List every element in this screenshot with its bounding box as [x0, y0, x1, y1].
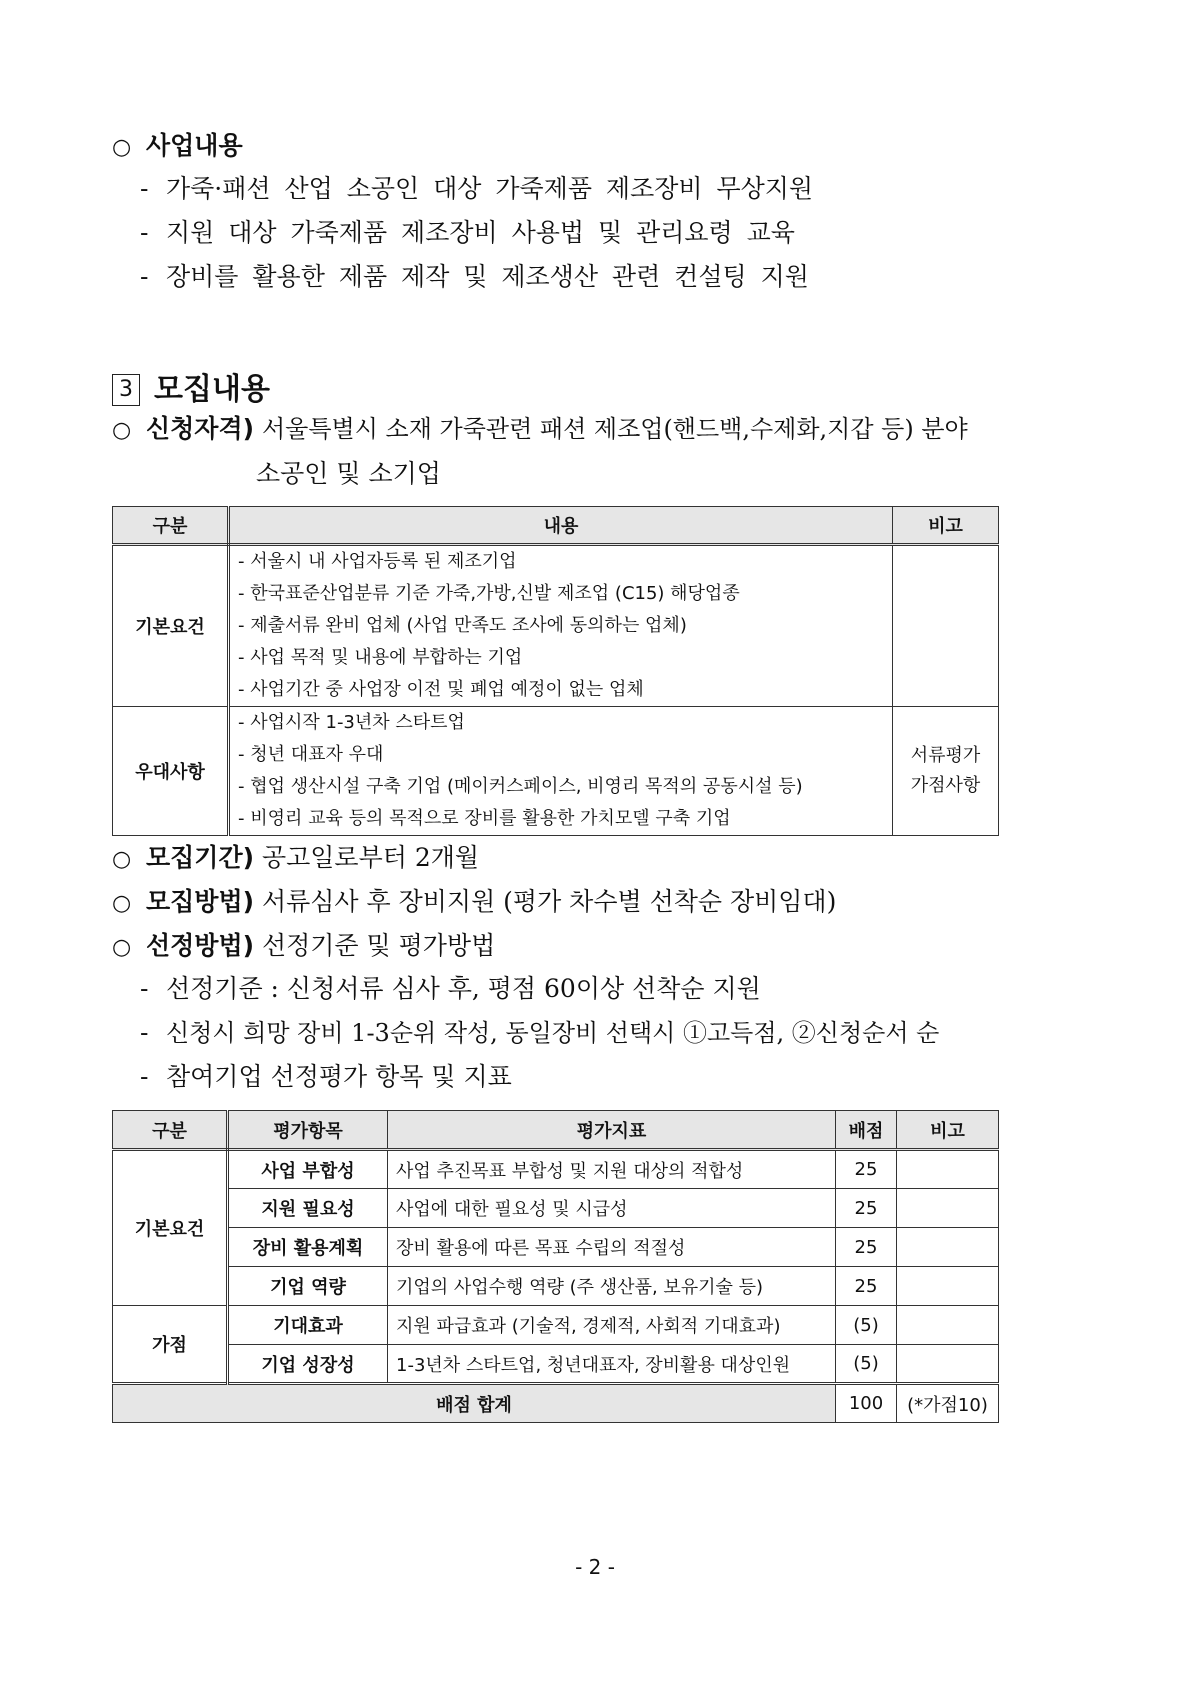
selection-label: 선정방법) — [146, 931, 255, 960]
business-item — [140, 217, 795, 249]
eval-item: 기대효과 — [228, 1306, 388, 1345]
recruit-method-label: 모집방법) — [146, 887, 255, 916]
total-label: 배점 합계 — [113, 1384, 836, 1423]
eval-item: 기업 역량 — [228, 1267, 388, 1306]
business-item-text: 장비를 활용한 제품 제작 및 제조생산 관련 컨설팅 지원 — [166, 262, 809, 291]
header-indicator: 평가지표 — [388, 1111, 836, 1150]
list-item: - 사업 목적 및 내용에 부합하는 기업 — [238, 647, 523, 668]
eval-score: (5) — [836, 1306, 897, 1345]
list-item: - 제출서류 완비 업체 (사업 만족도 조사에 동의하는 업체) — [238, 615, 687, 636]
note-line: 가점사항 — [910, 775, 981, 796]
table-row — [113, 1267, 999, 1306]
bullet-icon: ○ — [112, 891, 132, 916]
selection-line — [112, 930, 495, 964]
eval-note — [897, 1150, 999, 1189]
total-note: (*가점10) — [897, 1384, 999, 1423]
row-content — [229, 707, 893, 836]
eval-item: 지원 필요성 — [228, 1189, 388, 1228]
recruit-period-text: 공고일로부터 2개월 — [261, 843, 480, 872]
dash-icon: - — [140, 974, 149, 1003]
table-row — [113, 1306, 999, 1345]
eval-indicator: 지원 파급효과 (기술적, 경제적, 사회적 기대효과) — [388, 1306, 836, 1345]
row-content — [229, 545, 893, 707]
bullet-icon: ○ — [112, 135, 132, 160]
selection-item — [140, 1061, 512, 1093]
eval-note — [897, 1228, 999, 1267]
header-item: 평가항목 — [228, 1111, 388, 1150]
eval-indicator: 사업 추진목표 부합성 및 지원 대상의 적합성 — [388, 1150, 836, 1189]
header-category: 구분 — [113, 507, 229, 545]
eval-score: 25 — [836, 1267, 897, 1306]
section-title: 모집내용 — [154, 372, 270, 407]
list-item: - 사업기간 중 사업장 이전 및 폐업 예정이 없는 업체 — [238, 679, 644, 700]
business-item-text: 지원 대상 가죽제품 제조장비 사용법 및 관리요령 교육 — [166, 218, 795, 247]
list-item: - 사업시작 1-3년차 스타트업 — [238, 712, 465, 733]
table-row — [113, 1150, 999, 1189]
eligibility-text-2: 소공인 및 소기업 — [256, 459, 441, 488]
table-row — [113, 1345, 999, 1384]
selection-item-text: 참여기업 선정평가 항목 및 지표 — [166, 1062, 512, 1091]
bullet-icon: ○ — [112, 847, 132, 872]
business-item — [140, 261, 809, 293]
row-note — [893, 707, 999, 836]
table-row — [113, 1228, 999, 1267]
business-label: 사업내용 — [146, 131, 243, 160]
eval-item: 사업 부합성 — [228, 1150, 388, 1189]
eval-note — [897, 1306, 999, 1345]
header-category: 구분 — [113, 1111, 228, 1150]
eligibility-line-2 — [256, 458, 441, 490]
note-line: 서류평가 — [910, 745, 981, 766]
dash-icon: - — [140, 1018, 149, 1047]
dash-icon: - — [140, 218, 149, 247]
table-row — [113, 707, 999, 836]
page-number: - 2 - — [575, 1555, 615, 1579]
selection-item-text: 선정기준 : 신청서류 심사 후, 평점 60이상 선착순 지원 — [166, 974, 761, 1003]
eval-score: 25 — [836, 1228, 897, 1267]
selection-text: 선정기준 및 평가방법 — [261, 931, 496, 960]
group-category: 가점 — [113, 1306, 228, 1384]
selection-item — [140, 1017, 939, 1049]
bullet-icon: ○ — [112, 418, 132, 443]
evaluation-table — [112, 1110, 999, 1423]
selection-item-text: 신청시 희망 장비 1-3순위 작성, 동일장비 선택시 ①고득점, ②신청순서 순 — [166, 1019, 940, 1047]
eval-indicator: 1-3년차 스타트업, 청년대표자, 장비활용 대상인원 — [388, 1345, 836, 1384]
eval-indicator: 장비 활용에 따른 목표 수립의 적절성 — [388, 1228, 836, 1267]
list-item: - 청년 대표자 우대 — [238, 744, 384, 765]
header-note: 비고 — [893, 507, 999, 545]
eval-indicator: 기업의 사업수행 역량 (주 생산품, 보유기술 등) — [388, 1267, 836, 1306]
table-header-row — [113, 1111, 999, 1150]
eval-score: 25 — [836, 1189, 897, 1228]
header-score: 배점 — [836, 1111, 897, 1150]
eval-note — [897, 1345, 999, 1384]
business-item — [140, 173, 813, 205]
list-item: - 한국표준산업분류 기준 가죽,가방,신발 제조업 (C15) 해당업종 — [238, 583, 740, 604]
table-row — [113, 1189, 999, 1228]
table-row — [113, 545, 999, 707]
eval-score: (5) — [836, 1345, 897, 1384]
eval-indicator: 사업에 대한 필요성 및 시급성 — [388, 1189, 836, 1228]
selection-item — [140, 973, 761, 1005]
eval-score: 25 — [836, 1150, 897, 1189]
section-heading — [112, 370, 270, 410]
header-note: 비고 — [897, 1111, 999, 1150]
dash-icon: - — [140, 262, 149, 291]
total-score: 100 — [836, 1384, 897, 1423]
recruit-method-line — [112, 886, 836, 920]
header-content: 내용 — [229, 507, 893, 545]
eligibility-line — [112, 413, 968, 447]
recruit-method-text: 서류심사 후 장비지원 (평가 차수별 선착순 장비임대) — [261, 887, 837, 916]
section-number-box: 3 — [112, 374, 140, 406]
recruit-period-label: 모집기간) — [146, 843, 255, 872]
eligibility-text: 서울특별시 소재 가죽관련 패션 제조업(핸드백,수제화,지갑 등) 분야 — [261, 415, 968, 443]
requirements-table — [112, 506, 999, 836]
business-heading — [112, 130, 243, 164]
eval-item: 기업 성장성 — [228, 1345, 388, 1384]
row-category: 우대사항 — [113, 707, 229, 836]
total-row — [113, 1384, 999, 1423]
row-note — [893, 545, 999, 707]
eval-item: 장비 활용계획 — [228, 1228, 388, 1267]
row-category: 기본요건 — [113, 545, 229, 707]
dash-icon: - — [140, 1062, 149, 1091]
group-category: 기본요건 — [113, 1150, 228, 1306]
recruit-period-line — [112, 842, 479, 876]
eval-note — [897, 1267, 999, 1306]
eligibility-label: 신청자격) — [146, 414, 255, 443]
bullet-icon: ○ — [112, 935, 132, 960]
list-item: - 서울시 내 사업자등록 된 제조기업 — [238, 551, 517, 572]
table-header-row — [113, 507, 999, 545]
business-item-text: 가죽·패션 산업 소공인 대상 가죽제품 제조장비 무상지원 — [166, 174, 814, 203]
list-item: - 비영리 교육 등의 목적으로 장비를 활용한 가치모델 구축 기업 — [238, 808, 731, 829]
eval-note — [897, 1189, 999, 1228]
list-item: - 협업 생산시설 구축 기업 (메이커스페이스, 비영리 목적의 공동시설 등) — [238, 776, 803, 797]
dash-icon: - — [140, 174, 149, 203]
